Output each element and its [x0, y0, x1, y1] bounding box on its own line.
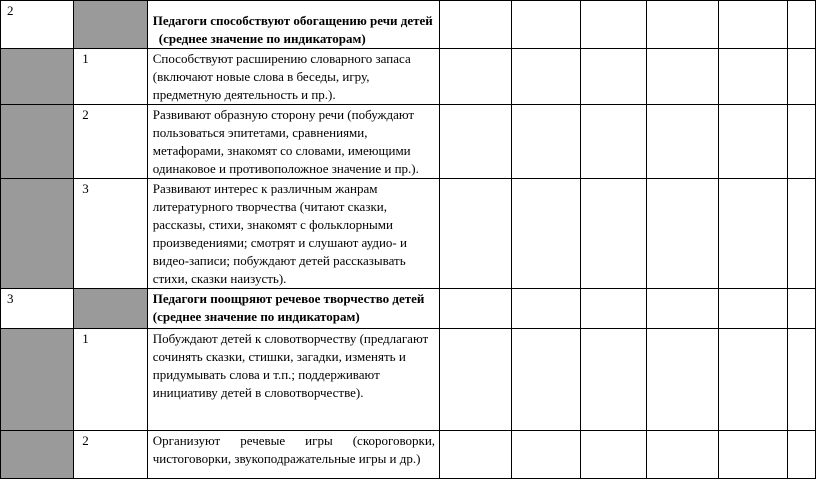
score-cell [512, 431, 581, 479]
section-number: 3 [1, 289, 74, 329]
shaded-cell [1, 179, 74, 289]
shaded-cell [74, 1, 147, 49]
score-cell [647, 329, 719, 431]
indicator-number: 3 [74, 179, 147, 289]
score-cell [788, 431, 816, 479]
score-cell [647, 49, 719, 105]
shaded-cell [1, 105, 74, 179]
score-cell [719, 49, 788, 105]
score-cell [719, 105, 788, 179]
score-cell [719, 1, 788, 49]
indicator-text: Организуют речевые игры (скороговорки, чистоговорки, звукоподражательные игры и др.) [147, 431, 439, 479]
score-cell [788, 329, 816, 431]
score-cell [440, 329, 512, 431]
score-cell [440, 431, 512, 479]
score-cell [788, 289, 816, 329]
indicator-number: 1 [74, 49, 147, 105]
indicator-number: 1 [74, 329, 147, 431]
indicator-text: Побуждают детей к словотворчеству (предлагают сочинять сказки, стишки, загадки, изменять и придумывать слова и т.п.; поддерживают инициативу детей в словотворчестве). [147, 329, 439, 431]
indicator-text: Развивают интерес к различным жанрам литературного творчества (читают сказки, рассказы, стихи, знакомят с фольклорными произведениями; смотрят и слушают аудио- и видео-записи; побуждают детей рассказывать стихи, сказки наизусть). [147, 179, 439, 289]
score-cell [512, 1, 581, 49]
score-cell [581, 1, 647, 49]
score-cell [719, 179, 788, 289]
indicator-text: Способствуют расширению словарного запаса (включают новые слова в беседы, игру, предметную деятельность и пр.). [147, 49, 439, 105]
shaded-cell [1, 431, 74, 479]
indicator-row [1, 105, 816, 179]
indicator-number: 2 [74, 105, 147, 179]
score-cell [647, 179, 719, 289]
section-title-line1: Педагоги способствуют обогащению речи детей [152, 13, 433, 28]
score-cell [581, 49, 647, 105]
score-cell [581, 329, 647, 431]
section-title-line2: (среднее значение по индикаторам) [158, 31, 366, 46]
score-cell [581, 289, 647, 329]
score-cell [512, 49, 581, 105]
section-number: 2 [1, 1, 74, 49]
indicator-text: Развивают образную сторону речи (побуждают пользоваться эпитетами, сравнениями, метафорами, знакомят со словами, имеющими одинаковое и противоположное значение и пр.). [147, 105, 439, 179]
score-cell [647, 431, 719, 479]
indicator-row [1, 431, 816, 479]
score-cell [788, 179, 816, 289]
score-cell [440, 179, 512, 289]
score-cell [512, 289, 581, 329]
score-cell [647, 1, 719, 49]
score-cell [581, 105, 647, 179]
section-header-row [1, 1, 816, 49]
score-cell [647, 289, 719, 329]
score-cell [512, 105, 581, 179]
score-cell [719, 431, 788, 479]
score-cell [440, 105, 512, 179]
score-cell [512, 329, 581, 431]
indicator-row [1, 329, 816, 431]
score-cell [440, 49, 512, 105]
score-cell [440, 1, 512, 49]
indicator-row [1, 49, 816, 105]
score-cell [581, 431, 647, 479]
shaded-cell [1, 49, 74, 105]
section-title: Педагоги поощряют речевое творчество детей (среднее значение по индикаторам) [147, 289, 439, 329]
indicator-number: 2 [74, 431, 147, 479]
score-cell [719, 329, 788, 431]
score-cell [581, 179, 647, 289]
section-header-row [1, 289, 816, 329]
score-cell [788, 49, 816, 105]
indicator-row [1, 179, 816, 289]
score-cell [788, 1, 816, 49]
score-cell [719, 289, 788, 329]
shaded-cell [1, 329, 74, 431]
score-cell [512, 179, 581, 289]
shaded-cell [74, 289, 147, 329]
score-cell [788, 105, 816, 179]
score-cell [647, 105, 719, 179]
score-cell [440, 289, 512, 329]
section-title [147, 1, 439, 49]
